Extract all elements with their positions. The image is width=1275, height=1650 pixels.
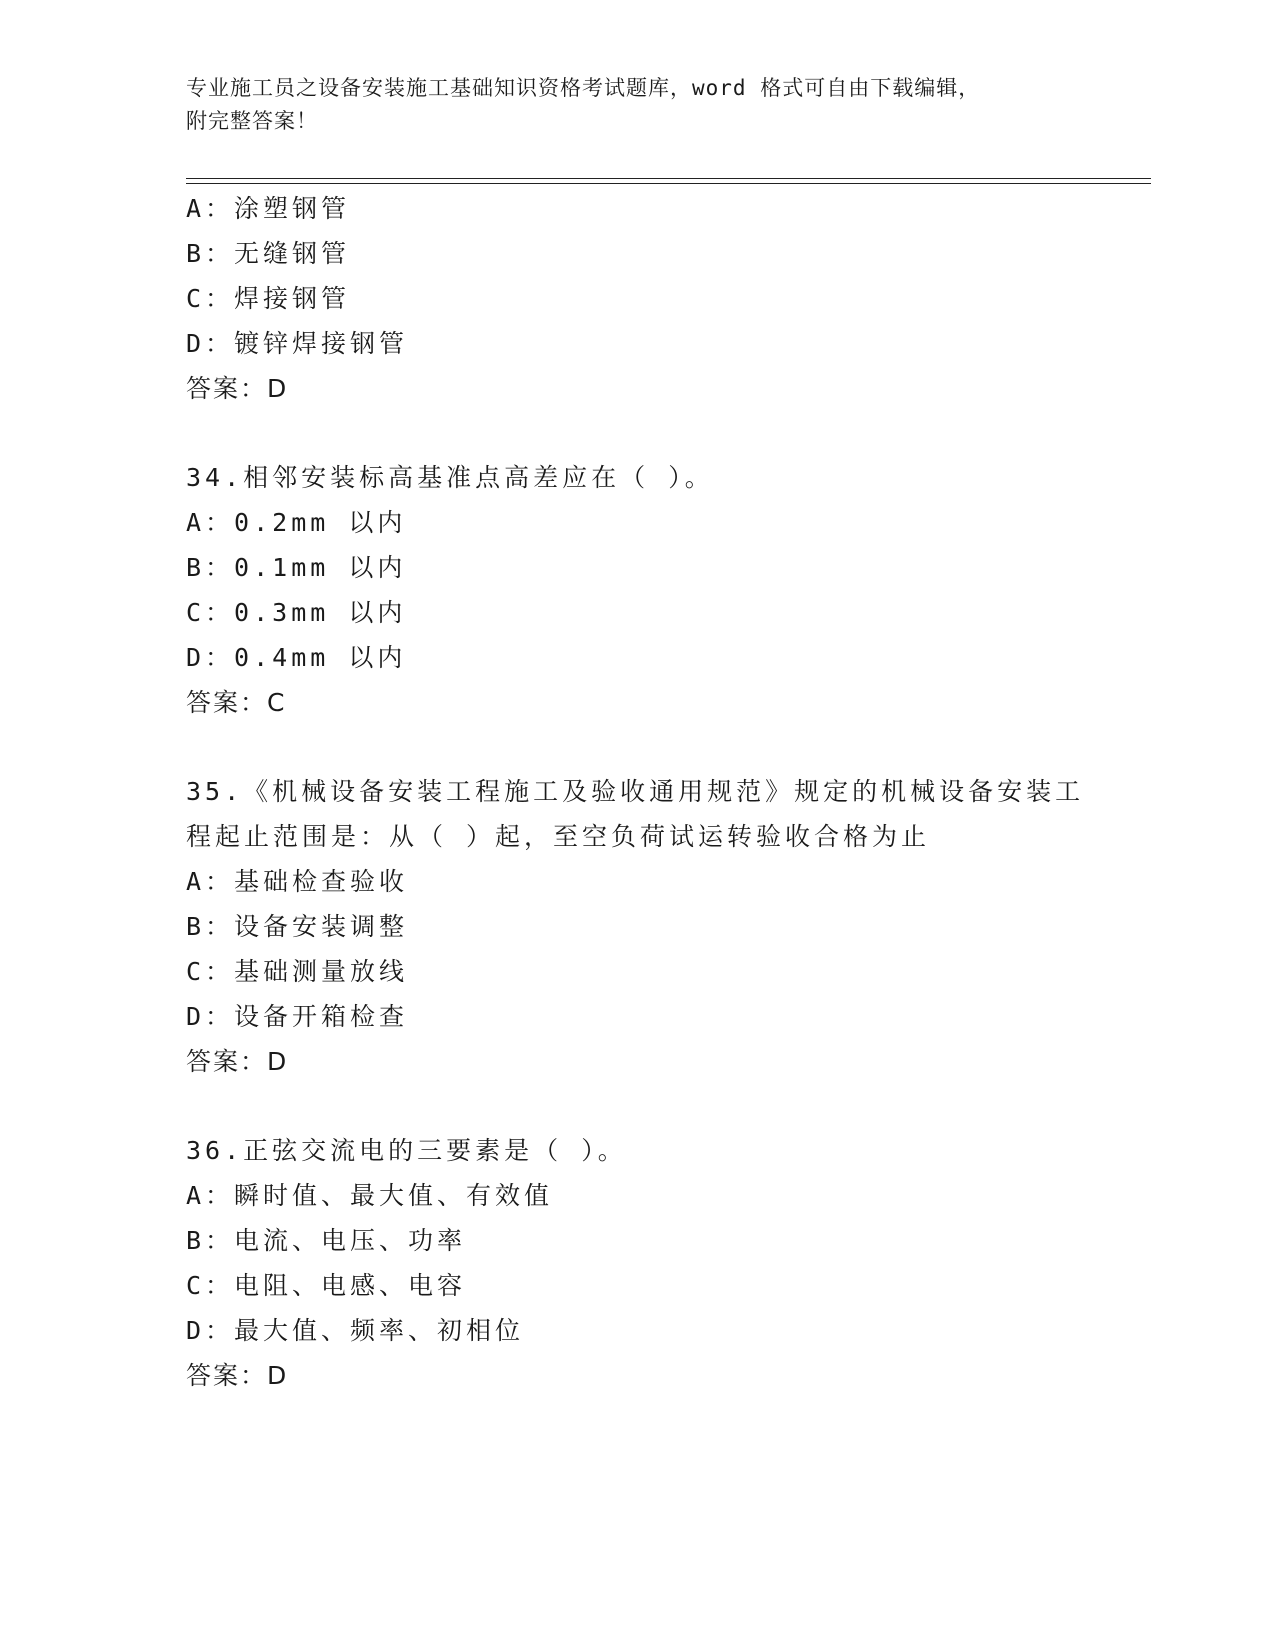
q33-answer: 答案：D: [186, 374, 289, 403]
q34-option-a: A：0.2mm 以内: [186, 508, 407, 537]
q33-option-c: C：焊接钢管: [186, 284, 351, 313]
q36-option-a: A：瞬时值、最大值、有效值: [186, 1181, 554, 1210]
q35-question-line-2: 程起止范围是：从（ ）起，至空负荷试运转验收合格为止: [186, 822, 931, 851]
q36-option-b: B：电流、电压、功率: [186, 1226, 467, 1255]
q34-question: 34.相邻安装标高基准点高差应在（ ）。: [186, 463, 714, 492]
q36-question: 36.正弦交流电的三要素是（ ）。: [186, 1136, 627, 1165]
header-line-2: 附完整答案！: [186, 109, 318, 133]
q34-option-c: C：0.3mm 以内: [186, 598, 407, 627]
q35-option-d: D：设备开箱检查: [186, 1002, 409, 1031]
q35-answer: 答案：D: [186, 1047, 289, 1076]
q36-answer: 答案：D: [186, 1361, 289, 1390]
q36-option-c: C：电阻、电感、电容: [186, 1271, 467, 1300]
q33-option-a: A：涂塑钢管: [186, 194, 351, 223]
q35-option-c: C：基础测量放线: [186, 957, 409, 986]
q35-question-line-1: 35.《机械设备安装工程施工及验收通用规范》规定的机械设备安装工: [186, 777, 1085, 806]
q36-option-d: D：最大值、频率、初相位: [186, 1316, 525, 1345]
document-header: [186, 72, 1066, 138]
q34-option-b: B：0.1mm 以内: [186, 553, 407, 582]
q33-option-b: B：无缝钢管: [186, 239, 351, 268]
header-divider-top: [186, 178, 1151, 179]
q33-option-d: D：镀锌焊接钢管: [186, 329, 409, 358]
q34-option-d: D：0.4mm 以内: [186, 643, 407, 672]
header-line-1: 专业施工员之设备安装施工基础知识资格考试题库，word 格式可自由下载编辑，: [186, 76, 981, 100]
header-divider-bottom: [186, 183, 1151, 184]
q35-option-b: B：设备安装调整: [186, 912, 409, 941]
q34-answer: 答案：C: [186, 688, 287, 717]
q35-option-a: A：基础检查验收: [186, 867, 409, 896]
